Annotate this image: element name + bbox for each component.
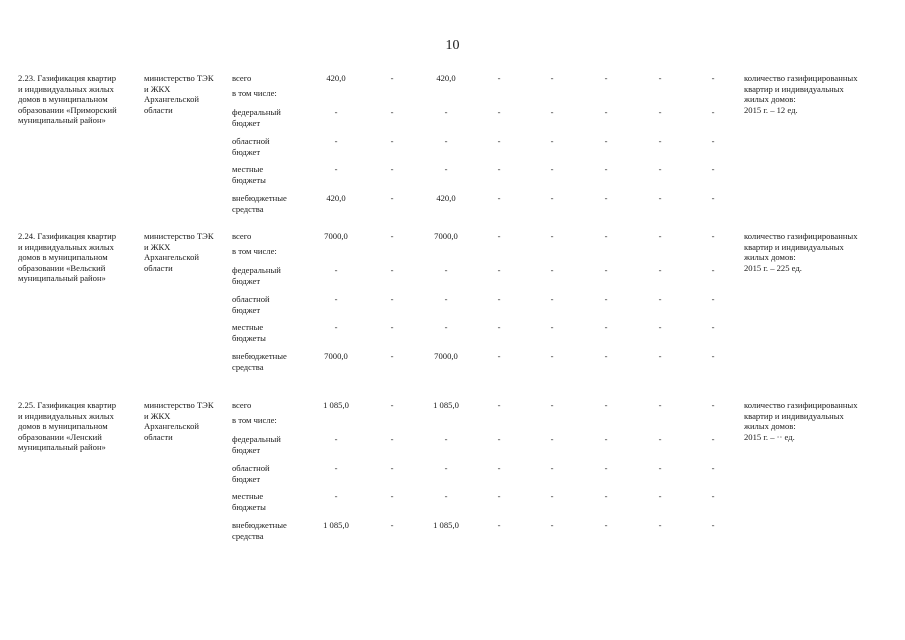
funding-value: - (711, 400, 715, 410)
funding-value: 7000,0 (434, 231, 458, 241)
funding-value: - (658, 463, 662, 473)
funding-value: 1 085,0 (433, 400, 459, 410)
funding-value: - (711, 231, 715, 241)
expected-result: количество газифицированных квартир и индивидуальных жилых домов: 2015 г. – 12 ед. (744, 73, 858, 115)
funding-value: - (711, 193, 715, 203)
funding-value: - (550, 463, 554, 473)
funding-value: - (444, 322, 448, 332)
funding-value: - (497, 400, 501, 410)
funding-value: - (390, 400, 394, 410)
funding-value: - (604, 265, 608, 275)
funding-source: внебюджетные средства (232, 351, 287, 372)
executor: министерство ТЭК и ЖКХ Архангельской области (144, 400, 214, 442)
funding-source: федеральный бюджет (232, 434, 281, 455)
funding-value: - (550, 294, 554, 304)
executor: министерство ТЭК и ЖКХ Архангельской области (144, 73, 214, 115)
funding-value: - (604, 434, 608, 444)
funding-value: - (711, 463, 715, 473)
funding-value: - (658, 351, 662, 361)
funding-value: - (550, 322, 554, 332)
funding-value: - (444, 136, 448, 146)
funding-value: - (390, 164, 394, 174)
funding-value: - (444, 491, 448, 501)
funding-value: - (711, 520, 715, 530)
funding-value: - (604, 73, 608, 83)
funding-value: - (604, 107, 608, 117)
funding-value: - (550, 351, 554, 361)
funding-source: внебюджетные средства (232, 193, 287, 214)
funding-value: - (658, 322, 662, 332)
funding-value: - (550, 107, 554, 117)
funding-source: в том числе: (232, 415, 277, 425)
funding-value: - (604, 400, 608, 410)
funding-value: - (497, 231, 501, 241)
funding-value: 7000,0 (324, 231, 348, 241)
funding-value: - (658, 136, 662, 146)
funding-value: - (497, 322, 501, 332)
funding-value: - (711, 322, 715, 332)
funding-value: - (334, 294, 338, 304)
funding-value: - (390, 73, 394, 83)
funding-value: - (550, 400, 554, 410)
funding-source: федеральный бюджет (232, 265, 281, 286)
funding-value: - (497, 351, 501, 361)
funding-value: 420,0 (436, 73, 456, 83)
funding-value: - (390, 351, 394, 361)
funding-source: всего (232, 400, 252, 410)
funding-value: - (658, 491, 662, 501)
funding-value: - (497, 294, 501, 304)
funding-value: - (658, 400, 662, 410)
expected-result: количество газифицированных квартир и индивидуальных жилых домов: 2015 г. – ·· ед. (744, 400, 858, 442)
funding-source: в том числе: (232, 88, 277, 98)
funding-value: - (711, 164, 715, 174)
funding-value: 420,0 (436, 193, 456, 203)
funding-value: - (334, 463, 338, 473)
funding-value: - (604, 491, 608, 501)
funding-value: - (604, 322, 608, 332)
funding-value: - (711, 491, 715, 501)
funding-value: - (497, 193, 501, 203)
funding-source: в том числе: (232, 246, 277, 256)
funding-value: - (711, 351, 715, 361)
measure-name: 2.25. Газификация квартир и индивидуальных жилых домов в муниципальном образовании «Ленский муниципальный район» (18, 400, 116, 453)
funding-value: - (334, 434, 338, 444)
funding-source: местные бюджеты (232, 164, 266, 185)
executor: министерство ТЭК и ЖКХ Архангельской области (144, 231, 214, 273)
funding-source: местные бюджеты (232, 322, 266, 343)
funding-value: - (334, 164, 338, 174)
funding-value: - (390, 231, 394, 241)
funding-value: 1 085,0 (323, 400, 349, 410)
funding-value: - (444, 265, 448, 275)
funding-value: - (497, 164, 501, 174)
measure-name: 2.24. Газификация квартир и индивидуальных жилых домов в муниципальном образовании «Вельский муниципальный район» (18, 231, 116, 284)
funding-source: областной бюджет (232, 136, 270, 157)
funding-value: - (390, 294, 394, 304)
funding-value: - (444, 294, 448, 304)
funding-value: - (658, 73, 662, 83)
measure-name: 2.23. Газификация квартир и индивидуальных жилых домов в муниципальном образовании «Приморский муниципальный район» (18, 73, 117, 126)
funding-value: - (550, 520, 554, 530)
funding-value: - (497, 520, 501, 530)
funding-value: - (497, 136, 501, 146)
funding-value: - (604, 520, 608, 530)
funding-value: - (550, 265, 554, 275)
funding-value: - (497, 265, 501, 275)
funding-value: - (711, 73, 715, 83)
funding-source: областной бюджет (232, 294, 270, 315)
funding-value: 1 085,0 (433, 520, 459, 530)
expected-result: количество газифицированных квартир и индивидуальных жилых домов: 2015 г. – 225 ед. (744, 231, 858, 273)
funding-value: - (550, 164, 554, 174)
funding-value: - (334, 136, 338, 146)
funding-value: - (658, 107, 662, 117)
funding-value: 7000,0 (324, 351, 348, 361)
funding-value: 420,0 (326, 193, 346, 203)
funding-value: - (658, 193, 662, 203)
funding-value: - (604, 164, 608, 174)
funding-value: - (497, 434, 501, 444)
funding-value: - (658, 520, 662, 530)
funding-value: - (444, 463, 448, 473)
funding-value: - (497, 73, 501, 83)
funding-source: областной бюджет (232, 463, 270, 484)
funding-value: - (604, 193, 608, 203)
funding-value: - (390, 322, 394, 332)
funding-source: всего (232, 73, 252, 83)
funding-value: - (604, 231, 608, 241)
funding-value: - (550, 231, 554, 241)
funding-value: 420,0 (326, 73, 346, 83)
funding-value: - (334, 107, 338, 117)
funding-value: - (390, 193, 394, 203)
funding-value: 1 085,0 (323, 520, 349, 530)
funding-value: - (334, 491, 338, 501)
funding-value: - (604, 351, 608, 361)
funding-value: - (604, 294, 608, 304)
funding-value: - (497, 107, 501, 117)
funding-value: - (711, 136, 715, 146)
funding-value: - (497, 491, 501, 501)
funding-value: - (444, 107, 448, 117)
funding-value: - (444, 434, 448, 444)
page-number: 10 (445, 38, 460, 53)
funding-value: - (390, 136, 394, 146)
funding-value: - (711, 107, 715, 117)
funding-value: - (444, 164, 448, 174)
funding-value: - (550, 491, 554, 501)
funding-value: - (604, 136, 608, 146)
funding-value: - (390, 434, 394, 444)
funding-value: - (658, 434, 662, 444)
funding-value: - (658, 294, 662, 304)
funding-source: всего (232, 231, 252, 241)
funding-value: - (497, 463, 501, 473)
funding-value: - (604, 463, 608, 473)
funding-source: федеральный бюджет (232, 107, 281, 128)
funding-source: местные бюджеты (232, 491, 266, 512)
funding-value: - (711, 434, 715, 444)
funding-value: - (658, 231, 662, 241)
funding-value: - (334, 322, 338, 332)
funding-value: - (390, 265, 394, 275)
funding-value: - (550, 193, 554, 203)
funding-value: - (550, 73, 554, 83)
funding-value: - (658, 164, 662, 174)
funding-source: внебюджетные средства (232, 520, 287, 541)
funding-value: - (390, 107, 394, 117)
funding-value: - (390, 463, 394, 473)
funding-value: 7000,0 (434, 351, 458, 361)
funding-value: - (550, 434, 554, 444)
funding-value: - (550, 136, 554, 146)
funding-value: - (334, 265, 338, 275)
funding-value: - (711, 265, 715, 275)
funding-value: - (390, 491, 394, 501)
funding-value: - (390, 520, 394, 530)
funding-value: - (658, 265, 662, 275)
funding-value: - (711, 294, 715, 304)
